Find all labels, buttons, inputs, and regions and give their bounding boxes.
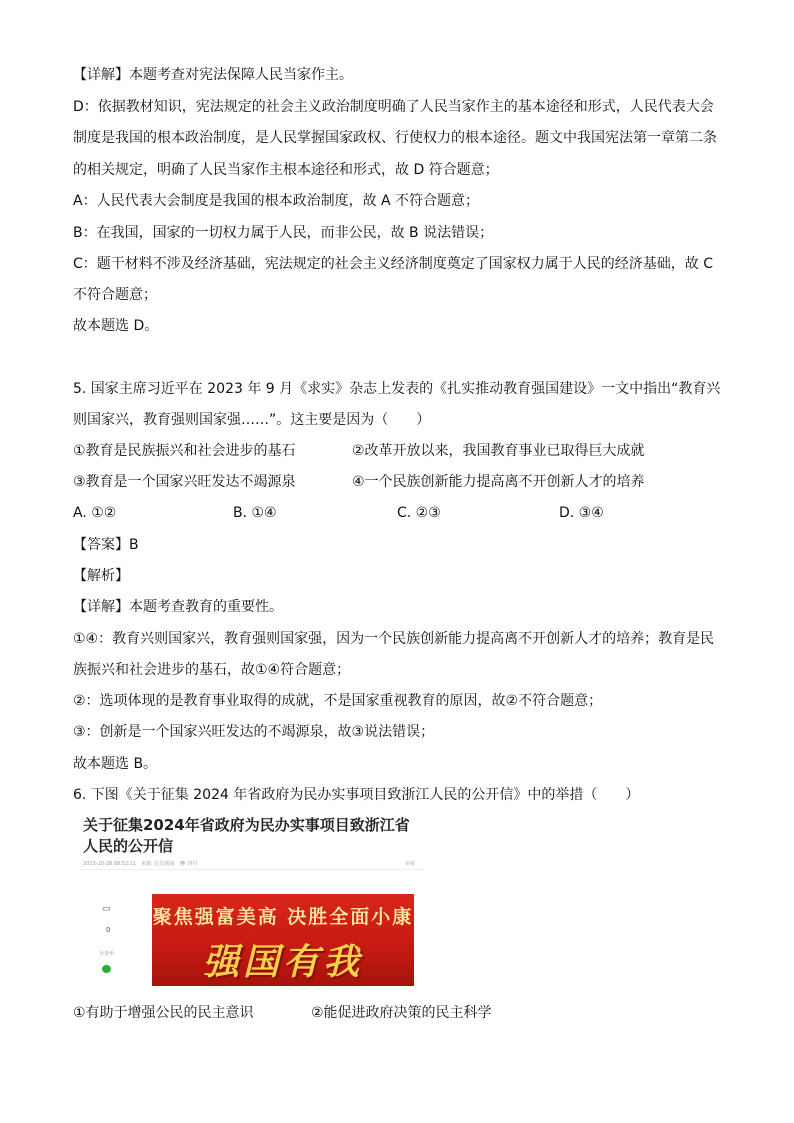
banner-image	[152, 894, 414, 986]
choice-option: B. ①④	[233, 505, 277, 521]
text-line: 不符合题意；	[73, 287, 157, 303]
text-line: ③：创新是一个国家兴旺发达的不竭源泉，故③说法错误；	[73, 724, 435, 740]
text-line: 6. 下图《关于征集 2024 年省政府为民办实事项目致浙江人民的公开信》中的举措（ ）	[73, 787, 640, 803]
divider	[80, 869, 425, 870]
statement-option: ②改革开放以来，我国教育事业已取得巨大成就	[352, 443, 645, 459]
wechat-icon	[102, 965, 111, 973]
choice-option: C. ②③	[397, 505, 441, 521]
banner-headline: 强国有我	[202, 942, 363, 983]
statement-option: ①有助于增强公民的民主意识	[73, 1005, 254, 1021]
statement-option: ①教育是民族振兴和社会进步的基石	[73, 443, 296, 459]
statement-option: ③教育是一个国家兴旺发达不竭源泉	[73, 474, 296, 490]
text-line: 故本题选 B。	[73, 756, 158, 772]
choice-option: D. ③④	[559, 505, 604, 521]
figure-title: 关于征集2024年省政府为民办实事项目致浙江省 人民的公开信	[83, 816, 410, 855]
comment-icon: ▭	[102, 904, 111, 914]
text-line: 则国家兴，教育强则国家强……”。这主要是因为（ ）	[73, 412, 431, 428]
text-line: ②：选项体现的是教育事业取得的成就，不是国家重视教育的原因，故②不符合题意；	[73, 693, 603, 709]
text-line: D：依据教材知识，宪法规定的社会主义政治制度明确了人民当家作主的基本途径和形式，人民代表大会	[73, 99, 714, 115]
share-label: 分享至	[99, 951, 115, 957]
text-line: 【解析】	[73, 568, 129, 584]
comment-count: 0	[106, 926, 111, 934]
text-line: 【详解】本题考查教育的重要性。	[73, 599, 283, 615]
text-line: 的相关规定，明确了人民当家作主根本途径和形式，故 D 符合题意；	[73, 162, 499, 178]
banner-slogan: 聚焦强富美高 决胜全面小康	[152, 906, 414, 928]
text-line: C：题干材料不涉及经济基础，宪法规定的社会主义经济制度奠定了国家权力属于人民的经济基础，故 C	[73, 256, 713, 272]
choice-option: A. ①②	[73, 505, 117, 521]
text-line: B：在我国，国家的一切权力属于人民，而非公民，故 B 说法错误；	[73, 225, 494, 241]
screenshot-figure	[80, 815, 425, 995]
statement-option: ②能促进政府决策的民主科学	[311, 1005, 492, 1021]
text-line: ①④：教育兴则国家兴，教育强则国家强，因为一个民族创新能力提高离不开创新人才的培养；教育是民	[73, 631, 715, 647]
text-line: 制度是我国的根本政治制度，是人民掌握国家政权、行使权力的根本途径。题文中我国宪法第一章第二条	[73, 130, 717, 146]
text-line: A：人民代表大会制度是我国的根本政治制度，故 A 不符合题意；	[73, 193, 480, 209]
report-link: 举报	[405, 861, 416, 867]
text-line: 故本题选 D。	[73, 318, 159, 334]
figure-meta: 2023-10-28 08:52:11 来源: 信息新闻 👁 四川	[83, 861, 198, 867]
text-line: 族振兴和社会进步的基石，故①④符合题意；	[73, 662, 351, 678]
text-line: 【详解】本题考查对宪法保障人民当家作主。	[73, 67, 353, 83]
text-line: 【答案】B	[73, 537, 139, 553]
text-line: 5. 国家主席习近平在 2023 年 9 月《求实》杂志上发表的《扎实推动教育强国建设》一文中指出“教育兴	[73, 381, 721, 397]
statement-option: ④一个民族创新能力提高离不开创新人才的培养	[352, 474, 645, 490]
